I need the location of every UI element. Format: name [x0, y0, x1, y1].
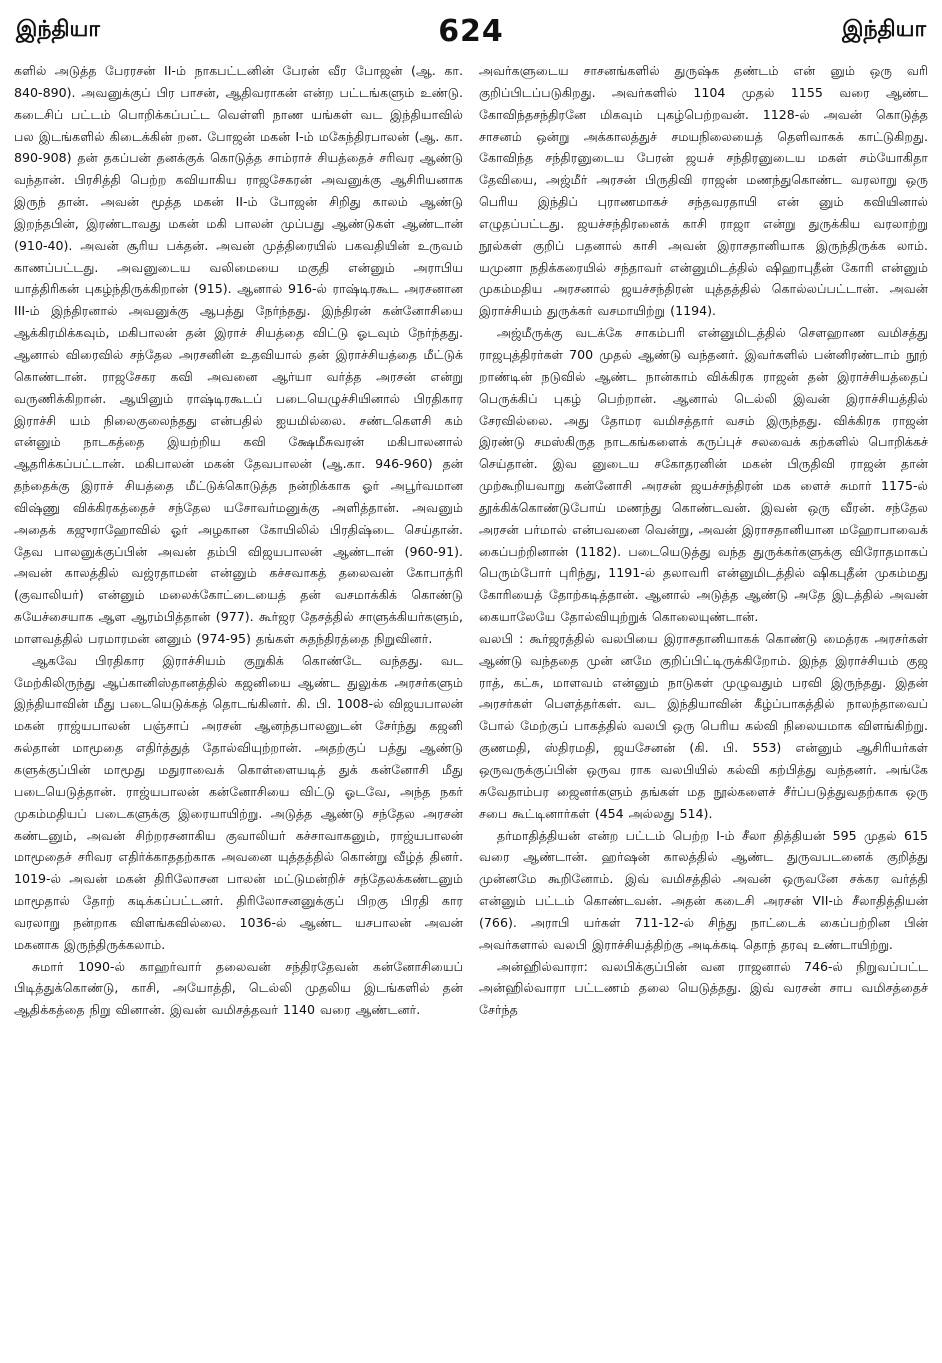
- running-head-left: இந்தியா: [16, 17, 100, 42]
- paragraph: அன்ஹில்வாரா: வலபிக்குப்பின் வன ராஜனால் 746-ல் நிறுவப்பட்ட அன்ஹில்வாரா பட்டணம் தலை யெடுத்தது. இவ் வரசன் சாப வமிசத்தைச் சேர்ந்த: [479, 958, 928, 1018]
- paragraph: களில் அடுத்த பேரரசன் II-ம் நாகபட்டனின் பேரன் வீர போஜன் (ஆ. கா. 840-890). அவனுக்குப் பிர பாசன், ஆதிவராகன் என்ற பட்டங்களும் உண்டு. கடைசிப் பட்டம் பொறிக்கப்பட்ட வெள்ளி நாண யங்கள் வட இந்தியாவில் பல இடங்களில் கிடைக்கின் றன. போஜன் மகன் I-ம் மகேந்திரபாலன் (ஆ. கா. 890-908) தன் தகப்பன் தனக்குக் கொடுத்த சாம்ராச் சியத்தைச் சரிவர ஆண்டு வந்தான். பிரசித்தி பெற்ற கவியாகிய ராஜசேகரன் அவனுக்கு ஆசிரியனாக இருந் தான். அவன் மூத்த மகன் II-ம் போஜன் சிறிது காலம் ஆண்டு இறந்தபின், இரண்டாவது மகன் மகி பாலன் முப்பது ஆண்டுகள் ஆண்டான் (910-40). அவன் சூரிய பக்தன். அவன் முத்திரையில் பகவதியின் உருவம் காணப்பட்டது. அவனுடைய வலிமையை மகுதி என்னும் அராபிய யாத்திரிகன் புகழ்ந்திருக்கிறான் (915). ஆனால் 916-ல் ராஷ்டிரகூட அரசனான III-ம் இந்திரனால் அவனுக்கு ஆபத்து நேர்ந்தது. இந்திரன் கன்னோசியை ஆக்கிரமிக்கவும், மகிபாலன் தன் இராச் சியத்தை விட்டு ஓடவும் நேர்ந்தது. ஆனால் விரைவில் சந்தேல அரசனின் உதவியால் தன் இராச்சியத்தை மீட்டுக் கொண்டான். ராஜசேகர கவி அவனை ஆர்யா வர்த்த அரசன் என்று வருணிக்கிறான். ஆயினும் ராஷ்டிரகூடப் படையெழுச்சியினால் பிரதிகார இராச்சி யம் நிலைகுலைந்தது என்பதில் ஐயமில்லை. சண்டகௌசி கம் என்னும் நாடகத்தை இயற்றிய கவி க்ஷேமீசுவரன் மகிபாலனால் ஆதரிக்கப்பட்டான். மகிபாலன் மகன் தேவபாலன் (ஆ.கா. 946-960) தன் தந்தைக்கு இராச் சியத்தை மீட்டுக்கொடுத்த நன்றிக்காக ஓர் அபூர்வமான விஷ்ணு விக்கிரகத்தைச் சந்தேல யசோவர்மனுக்கு அளித்தான். அவனும் அதைக் கஜுராஹோவில் ஓர் அழகான கோயிலில் பிரதிஷ்டை செய்தான். தேவ பாலனுக்குப்பின் அவன் தம்பி விஜயபாலன் ஆண்டான் (960-91). அவன் காலத்தில் வஜ்ரதாமன் என்னும் கச்சவாகத் தலைவன் கோபாத்ரி (குவாலியர்) என்னும் மலைக்கோட்டையைத் தன் வசமாக்கிக் கொண்டு சுயேச்சையாக ஆள ஆரம்பித்தான் (977). கூர்ஜர தேசத்தில் சாளுக்கியர்களும், மாளவத்தில் பரமாரமன் னனும் (974-95) தங்கள் சுதந்திரத்தை நிறுவினர்.: [14, 63, 463, 646]
- page-number: 624: [438, 13, 504, 49]
- page-header: [16, 14, 926, 48]
- left-column: [14, 60, 463, 1357]
- paragraph: ஆகவே பிரதிகார இராச்சியம் குறுகிக் கொண்டே வந்தது. வட மேற்கிலிருந்து ஆப்கானிஸ்தானத்தில் கஜனியை ஆண்ட துலுக்க அரசர்களும் இந்தியாவின் மீது படையெடுக்கத் தொடங்கினர். கி. பி. 1008-ல் விஜயபாலன் மகன் ராஜ்யபாலன் பஞ்சாப் அரசன் ஆனந்தபாலனுடன் சேர்ந்து கஜனி சுல்தான் மாமூதை எதிர்த்துத் தோல்வியுற்றான். அதற்குப் பத்து ஆண்டு களுக்குப்பின் மாமூது மதுராவைக் கொள்ளையடித் துக் கன்னோசி மீது படையெடுத்தான். ராஜ்யபாலன் கன்னோசியை விட்டு ஓடவே, அந்த நகர் முகம்மதியப் படைகளுக்கு இரையாயிற்று. அடுத்த ஆண்டு சந்தேல அரசன் கண்டனும், அவன் சிற்றரசனாகிய குவாலியர் கச்சாவாகனும், ராஜ்யபாலன் மாமூதைச் சரிவர எதிர்க்காததற்காக அவனை யுத்தத்தில் கொன்று வீழ்த் தினர். 1019-ல் அவன் மகன் திரிலோசன பாலன் மட்டுமன்றிச் சந்தேலக்கண்டனும் மாமூதால் தோற் கடிக்கப்பட்டனர். திரிலோசனனுக்குப் பிறகு பிரதி கார வரலாறு நன்றாக விளங்கவில்லை. 1036-ல் ஆண்ட யசபாலன் அவன் மகனாக இருந்திருக்கலாம்.: [14, 652, 463, 952]
- paragraph: தர்மாதித்தியன் என்ற பட்டம் பெற்ற I-ம் சீலா தித்தியன் 595 முதல் 615 வரை ஆண்டான். ஹர்ஷன் காலத்தில் ஆண்ட துருவபடனைக் குறித்து முன்னமே கூறினோம். இவ் வமிசத்தில் அவன் ஒருவனே சக்கர வர்த்தி என்னும் பட்டம் கொண்டவன். அதன் கடைசி அரசன் VII-ம் சீலாதித்தியன் (766). அராபி யர்கள் 711-12-ல் சிந்து நாட்டைக் கைப்பற்றின பின் அவர்களால் வலபி இராச்சியத்திற்கு அடிக்கடி தொந் தரவு உண்டாயிற்று.: [479, 827, 928, 952]
- right-column: [479, 60, 928, 1357]
- running-head-right: இந்தியா: [842, 17, 926, 42]
- paragraph: வலபி : கூர்ஜரத்தில் வலபியை இராசதானியாகக் கொண்டு மைத்ரக அரசர்கள் ஆண்டு வந்ததை முன் னமே குறிப்பிட்டிருக்கிறோம். இந்த இராச்சியம் குஜ ராத், கட்சு, மாளவம் என்னும் நாடுகள் முழுவதும் பரவி இருந்தது. இதன் அரசர்கள் பௌத்தர்கள். வட இந்தியாவின் கீழ்ப்பாகத்தில் நாலந்தாவைப் போல் மேற்குப் பாகத்தில் வலபி ஒரு பெரிய கல்வி நிலையமாக விளங்கிற்று. குணமதி, ஸ்திரமதி, ஜயசேனன் (கி. பி. 553) என்னும் ஆசிரியர்கள் ஒருவருக்குப்பின் ஒருவ ராக வலபியில் கல்வி கற்பித்து வந்தனர். அங்கே சுவேதாம்பர ஜைனர்களும் தங்கள் மத நூல்களைச் சீர்ப்படுத்துவதற்காக ஒரு சபை கூட்டினார்கள் (454 அல்லது 514).: [479, 630, 928, 821]
- text-columns: [14, 60, 928, 1357]
- paragraph: அஜ்மீருக்கு வடக்கே சாகம்பரி என்னுமிடத்தில் சௌஹாண வமிசத்து ராஜபுத்திரர்கள் 700 முதல் ஆண்டு வந்தனர். இவர்களில் பன்னிரண்டாம் நூற் றாண்டின் நடுவில் ஆண்ட நான்காம் விக்கிரக ராஜன் தன் இராச்சியத்தைப் பெருக்கிப் புகழ் பெற்றான். ஆனால் டெல்லி இவன் இராச்சியத்தில் சேரவில்லை. அது தோமர வமிசத்தார் வசம் இருந்தது. விக்கிரக ராஜன் இரண்டு சமஸ்கிருத நாடகங்களைக் கருப்புச் சலவைக் கற்களில் பொறிக்கச் செய்தான். இவ னுடைய சகோதரனின் மகன் பிருதிவி ராஜன் தான் முற்கூறியவாறு கன்னோசி அரசன் ஜயச்சந்திரன் மக ளைச் சுமார் 1175-ல் தூக்கிக்கொண்டுபோய் மணந்து கொண்டவன். இவன் ஒரு வீரன். சந்தேல அரசன் பர்மால் என்பவனை வென்று, அவன் இராசதானியான மஹோபாவைக் கைப்பற்றினான் (1182). படையெடுத்து வந்த துருக்கர்களுக்கு விரோதமாகப் பெரும்போர் புரிந்து, 1191-ல் தலாவரி என்னுமிடத்தில் ஷிகபுதீன் முகம்மது கோரியைத் தோற்கடித்தான். ஆனால் அடுத்த ஆண்டு அதே இடத்தில் அவன் கையாலேயே தோல்வியுற்றுக் கொலையுண்டான்.: [479, 325, 928, 625]
- paragraph: சுமார் 1090-ல் காஹர்வார் தலைவன் சந்திரதேவன் கன்னோசியைப் பிடித்துக்கொண்டு, காசி, அயோத்தி, டெல்லி முதலிய இடங்களில் தன் ஆதிக்கத்தை நிறு வினான். இவன் வமிசத்தவர் 1140 வரை ஆண்டனர்.: [14, 958, 463, 1018]
- paragraph: அவர்களுடைய சாசனங்களில் துருஷ்க தண்டம் என் னும் ஒரு வரி குறிப்பிடப்படுகிறது. அவர்களில் 1104 முதல் 1155 வரை ஆண்ட கோவிந்தசந்திரனே மிகவும் புகழ்பெற்றவன். 1128-ல் அவன் கொடுத்த சாசனம் ஒன்று அக்காலத்துச் சமயநிலையைத் தெளிவாகக் காட்டுகிறது. கோவிந்த சந்திரனுடைய பேரன் ஜயச் சந்திரனுடைய மகள் சம்யோகிதா தேவியை, அஜ்மீர் அரசன் பிருதிவி ராஜன் மணந்துகொண்ட வரலாறு ஒரு பெரிய இந்திப் புராணமாகச் சந்தவரதாயி என் னும் கவியினால் எழுதப்பட்டது. ஜயச்சந்திரனைக் காசி ராஜா என்று துருக்கிய வரலாற்று நூல்கள் குறிப் பதனால் காசி அவன் இராசதானியாக இருந்திருக்க லாம். யமுனா நதிக்கரையில் சந்தாவர் என்னுமிடத்தில் ஷிஹாபுதீன் கோரி என்னும் முகம்மதிய அரசனால் ஜயச்சந்திரன் யுத்தத்தில் கொல்லப்பட்டான். அவன் இராச்சியம் துருக்கர் வசமாயிற்று (1194).: [479, 63, 928, 319]
